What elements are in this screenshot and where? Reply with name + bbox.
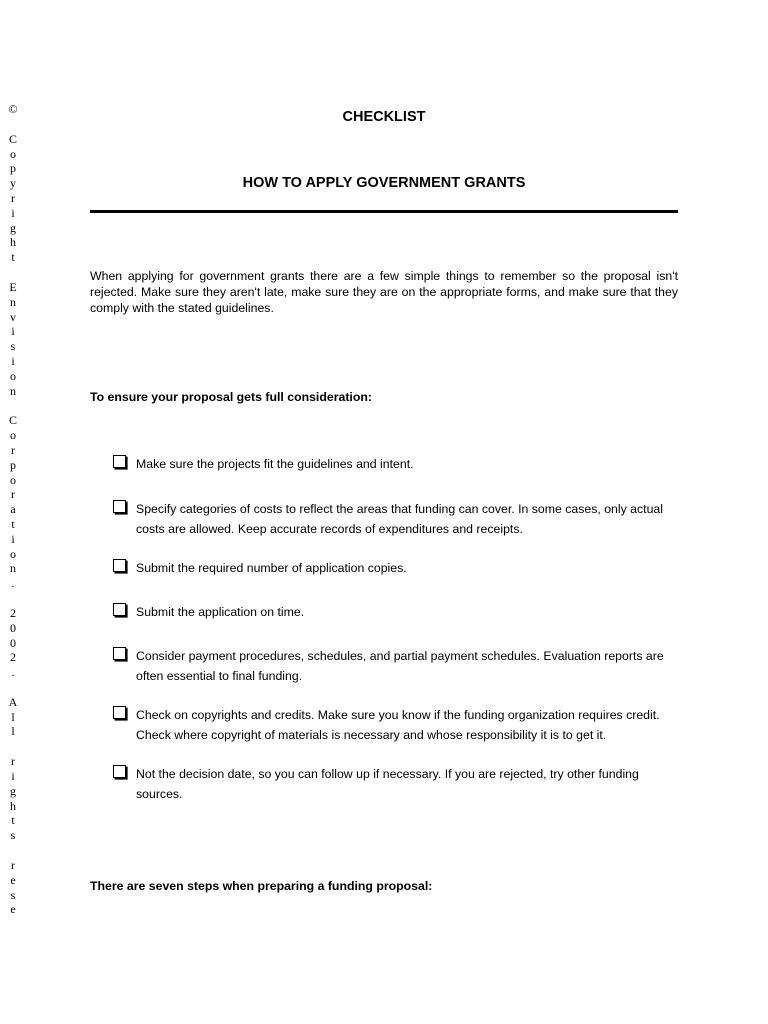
side-char: C <box>8 413 17 428</box>
side-char: g <box>10 220 16 235</box>
checkbox-icon[interactable] <box>113 706 126 719</box>
side-char: s <box>10 339 16 354</box>
side-char: i <box>11 324 15 339</box>
side-char: r <box>11 487 15 502</box>
side-char: r <box>11 858 15 873</box>
intro-paragraph: When applying for government grants there are a few simple things to remember so the proposal isn't rejected. Make sure they aren't late, make sure they are on the appropriate forms, and make sure that they comply with the stated guidelines. <box>90 269 678 315</box>
side-char: © <box>8 102 18 116</box>
side-char: h <box>10 798 16 813</box>
side-char: e <box>10 902 16 917</box>
checklist-item-text: Specify categories of costs to reflect the areas that funding can cover. In some cases, only actual costs are allowed. Keep accurate records of expenditures and receipts. <box>136 502 664 536</box>
checkbox-icon[interactable] <box>113 765 126 778</box>
side-char: n <box>10 383 16 398</box>
side-char: o <box>10 368 16 383</box>
side-char: r <box>11 190 15 205</box>
checkbox-icon[interactable] <box>113 455 126 468</box>
vertical-copyright-notice <box>0 102 26 920</box>
side-char: 2 <box>10 650 16 665</box>
side-char: o <box>10 428 16 443</box>
checkbox-icon[interactable] <box>113 559 126 572</box>
side-char: h <box>10 235 16 250</box>
side-char: i <box>11 531 15 546</box>
side-char: . <box>11 576 15 591</box>
checklist-item-text: Not the decision date, so you can follow up if necessary. If you are rejected, try other funding sources. <box>136 767 639 801</box>
side-char: o <box>10 472 16 487</box>
title-divider <box>90 210 678 213</box>
side-char: s <box>10 887 16 902</box>
document-title: HOW TO APPLY GOVERNMENT GRANTS <box>242 175 526 191</box>
checkbox-icon[interactable] <box>113 603 126 616</box>
side-char: e <box>10 872 16 887</box>
side-char: 2 <box>10 605 16 620</box>
side-char: C <box>8 131 17 146</box>
checklist-item-text: Check on copyrights and credits. Make sure you know if the funding organization requires credit. Check where copyright of materials is necessary and whose responsibility it is to get it. <box>136 708 660 742</box>
side-char: n <box>10 294 16 309</box>
side-char: s <box>10 828 16 843</box>
side-char: o <box>10 546 16 561</box>
side-char: l <box>11 724 15 739</box>
side-char: . <box>11 665 15 680</box>
side-char: 0 <box>10 620 16 635</box>
side-char: o <box>10 146 16 161</box>
checkbox-icon[interactable] <box>113 500 126 513</box>
side-char: r <box>11 754 15 769</box>
side-char: p <box>10 161 16 176</box>
checkbox-icon[interactable] <box>113 647 126 660</box>
side-char: t <box>11 250 15 265</box>
document-label: CHECKLIST <box>342 109 426 125</box>
checklist-item-text: Submit the application on time. <box>136 605 305 619</box>
side-char: E <box>9 279 17 294</box>
side-char: a <box>10 502 16 517</box>
side-char: t <box>11 813 15 828</box>
side-char: 0 <box>10 635 16 650</box>
side-char: n <box>10 561 16 576</box>
checklist-item-text: Make sure the projects fit the guidelines and intent. <box>136 457 414 471</box>
side-char: A <box>8 694 18 709</box>
side-char: y <box>10 176 16 191</box>
side-char: t <box>11 516 15 531</box>
side-char: r <box>11 442 15 457</box>
side-char: i <box>11 205 15 220</box>
side-char: g <box>10 783 16 798</box>
section-heading-steps: There are seven steps when preparing a funding proposal: <box>90 879 433 893</box>
side-char: p <box>10 457 16 472</box>
checklist-item-text: Submit the required number of application copies. <box>136 561 407 575</box>
side-char: i <box>11 769 15 784</box>
side-char: l <box>11 709 15 724</box>
side-char: v <box>10 309 16 324</box>
side-char: i <box>11 353 15 368</box>
section-heading-consideration: To ensure your proposal gets full consideration: <box>90 390 372 404</box>
checklist-item-text: Consider payment procedures, schedules, and partial payment schedules. Evaluation reports are often essential to final funding. <box>136 649 664 683</box>
